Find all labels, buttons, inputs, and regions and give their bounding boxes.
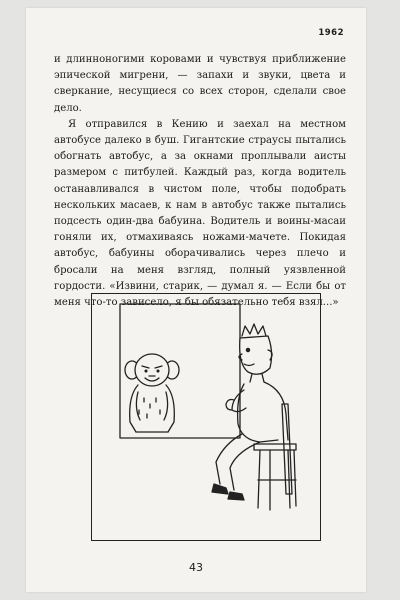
paragraph: Я отправился в Кению и заехал на местном автобусе далеко в буш. Гигантские страусы пытались обогнать автобус, а за окнами проплывали аисты размером с питбулей. Каждый раз, когда водитель останавливался в чистом поле, чтобы подобрать нескольких масаев, к нам в автобус также пытались подсесть один-два бабуина. Водитель и воины-масаи гоняли их, отмахиваясь ножами-мачете. Покидая автобус, бабуины оборачивались через плечо и бросали на меня взгляд, полный уязвленной гордости. «Извини, старик, — думал я. — Если бы от меня что-то зависело, я бы обязательно тебя взял...» <box>54 118 346 309</box>
paragraph-continued: и длинноногими коровами и чувствуя приближение эпической мигрени, — запахи и звуки, цвета и сверкание, несущиеся со всех сторон, сделали свое дело. <box>54 54 346 114</box>
chair <box>254 404 296 510</box>
illustration <box>91 293 321 541</box>
man-figure <box>212 324 288 500</box>
body-text <box>54 52 346 311</box>
cartoon-drawing <box>92 294 322 542</box>
book-page <box>26 8 366 592</box>
running-header-year: 1962 <box>318 28 344 38</box>
baboon-figure <box>125 354 179 432</box>
page-number: 43 <box>189 561 203 574</box>
